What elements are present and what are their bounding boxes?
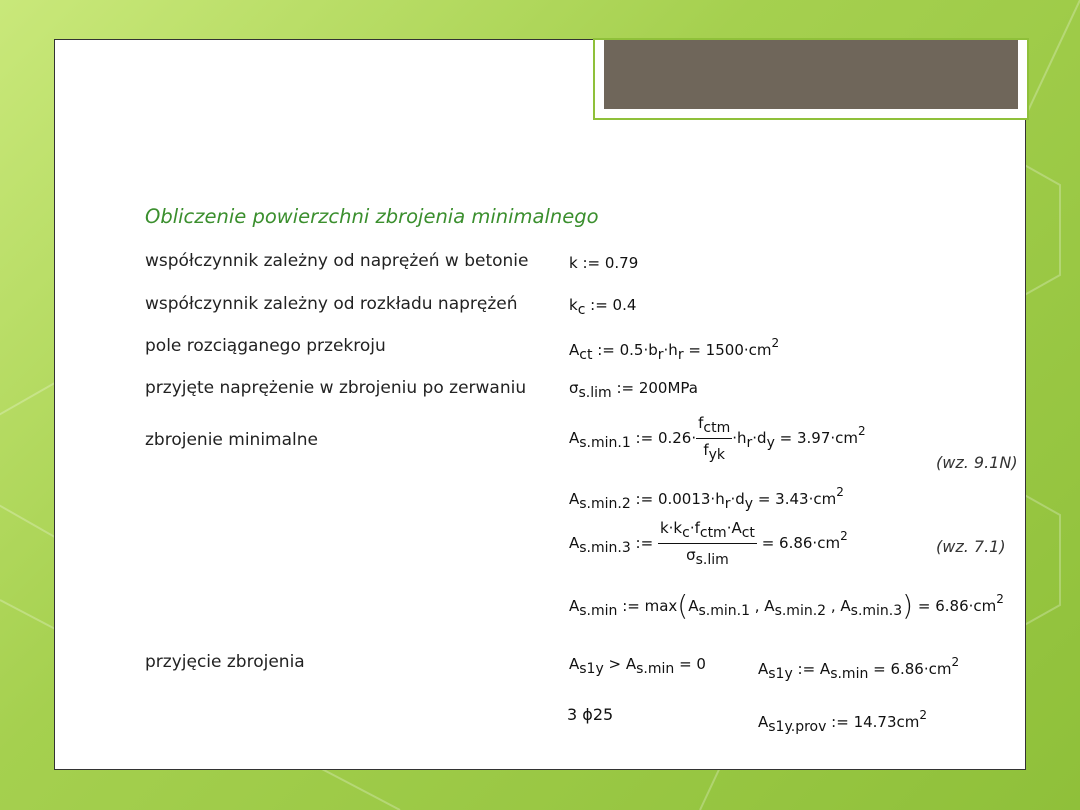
label-sigma: przyjęte naprężenie w zbrojeniu po zerwaniu — [145, 378, 527, 398]
formula-as1y: $A_{s1y}$ := $A_{s.min} = 6.86\cdot cm^2$ — [758, 655, 960, 682]
title-box — [593, 38, 1029, 120]
formula-k: k := 0.79 — [569, 254, 639, 272]
bars-count: 3 ϕ25 — [567, 705, 614, 724]
formula-asmin3: $A_{s.min.3}$ := $\frac{k\cdot k_c\cdot f_{ctm}\cdot A_{ct}}{\sigma_{s.lim}}$ = $6.86\cdot cm^2$ — [569, 519, 848, 568]
formula-kc: $k_c$ := 0.4 — [569, 296, 637, 318]
title-bar — [604, 40, 1018, 109]
section-heading: Obliczenie powierzchni zbrojenia minimalnego — [145, 205, 599, 228]
ref-wz91: (wz. 9.1N) — [936, 453, 1018, 472]
formula-asmin1: $A_{s.min.1}$ := 0.26· $\frac{f_{ctm}}{f_{yk}}$ $\cdot h_r\cdot d_y = 3.97\cdot cm^2$ — [569, 414, 866, 463]
formula-as1yprov: $A_{s1y.prov}$ := $14.73cm^2$ — [758, 708, 928, 735]
label-kc: współczynnik zależny od rozkładu naprężeń — [145, 294, 518, 314]
ref-wz71: (wz. 7.1) — [936, 537, 1006, 556]
formula-asmin2: $A_{s.min.2}$ := $0.0013\cdot h_r\cdot d_y = 3.43\cdot cm^2$ — [569, 485, 844, 512]
formula-sigma: $\sigma_{s.lim}$ := 200MPa — [569, 379, 698, 401]
formula-asmin: $A_{s.min}$ := $\max(A_{s.min.1}$ , $A_{s.min.2}$ , $A_{s.min.3}) = 6.86\cdot cm^2$ — [569, 589, 1004, 622]
formula-check: $A_{s1y} > A_{s.min} = 0$ — [569, 655, 706, 677]
label-k: współczynnik zależny od naprężeń w betonie — [145, 251, 529, 271]
label-przyjecie: przyjęcie zbrojenia — [145, 652, 305, 672]
label-act: pole rozciąganego przekroju — [145, 336, 386, 356]
formula-act: $A_{ct}$ := $0.5\cdot b_r\cdot h_r = 1500\cdot cm^2$ — [569, 336, 780, 363]
label-asmin: zbrojenie minimalne — [145, 430, 318, 450]
